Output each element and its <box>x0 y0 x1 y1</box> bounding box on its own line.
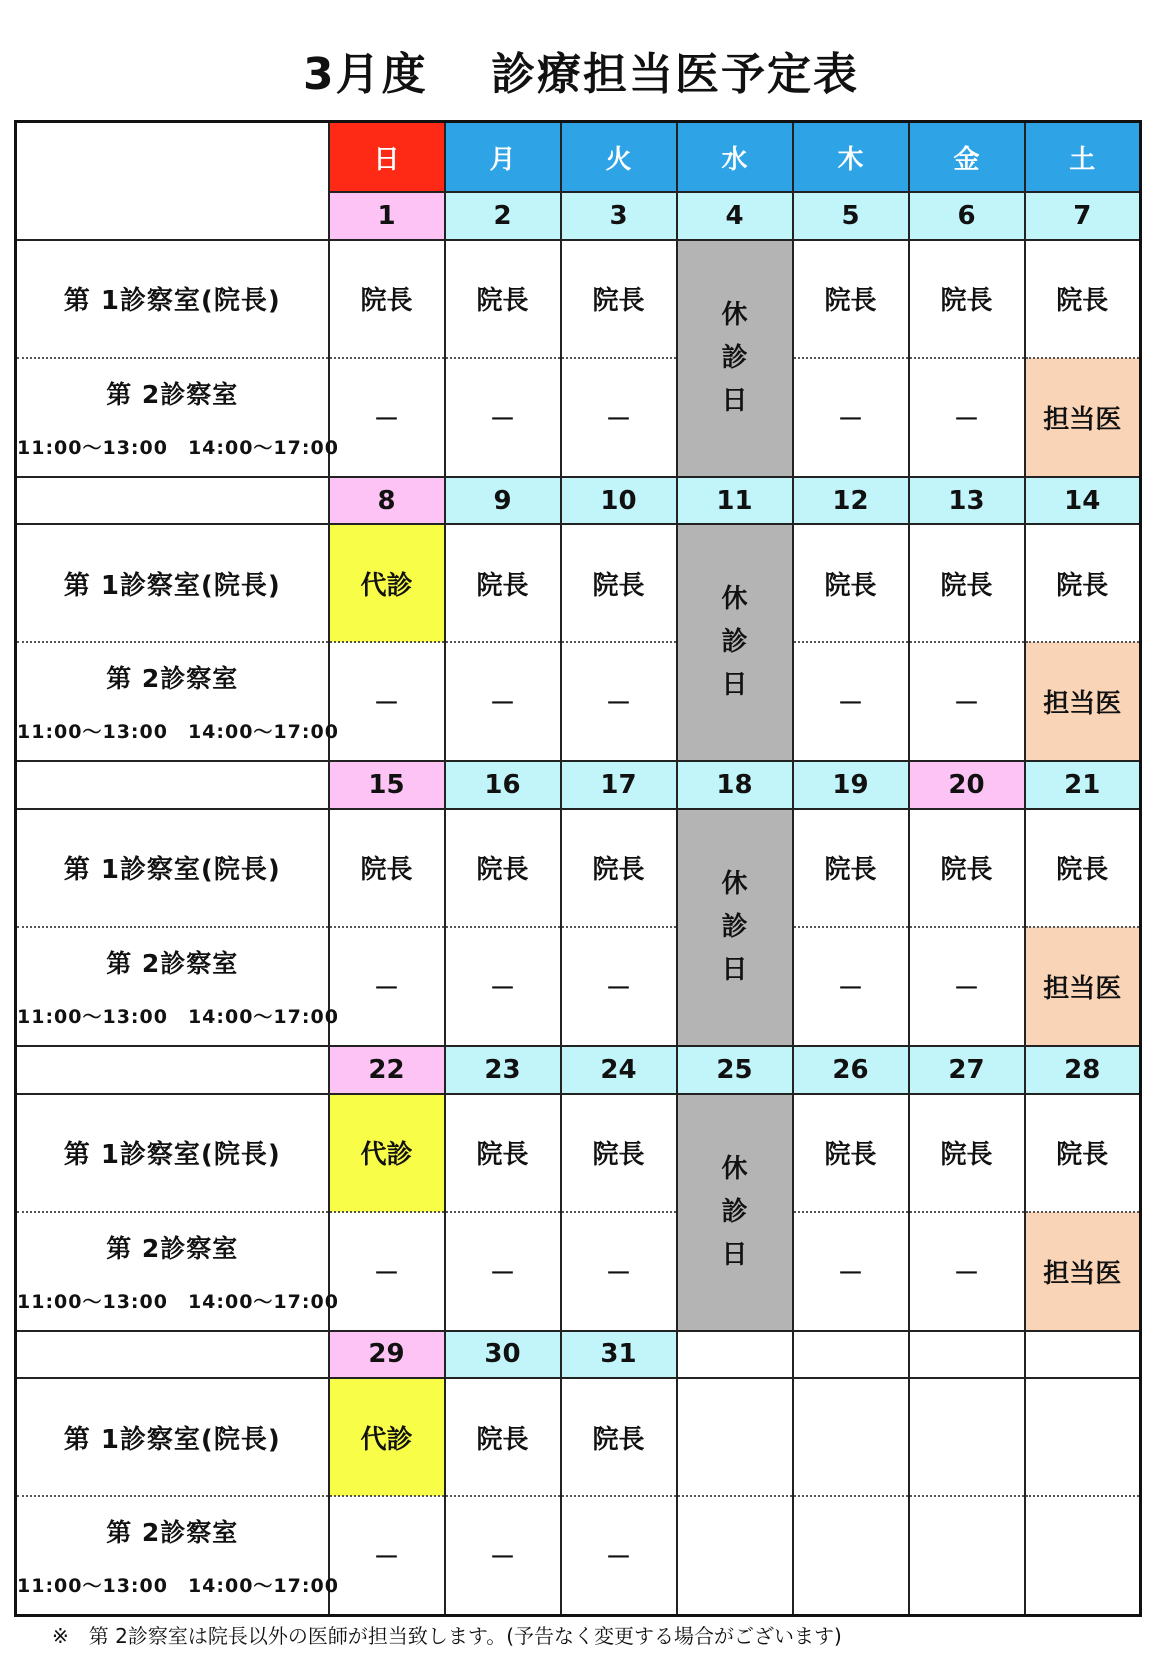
weekday-header-2: 火 <box>561 122 677 193</box>
room2-cell: － <box>793 358 909 477</box>
room1-substitute-cell: 代診 <box>329 1094 445 1212</box>
closed-day-char: 日 <box>721 954 748 985</box>
date-cell: 1 <box>329 192 445 239</box>
room2-row <box>16 642 1141 761</box>
room1-cell: 院長 <box>1025 1094 1141 1212</box>
room2-label <box>16 1212 339 1331</box>
closed-day-char: 休 <box>721 299 748 330</box>
date-cell: 9 <box>445 477 561 524</box>
room2-row <box>16 1496 1141 1615</box>
date-cell: 29 <box>329 1331 445 1378</box>
room1-row <box>16 524 1141 642</box>
date-row <box>16 477 1141 524</box>
room2-attending-cell: 担当医 <box>1025 927 1141 1046</box>
room2-cell: － <box>445 927 561 1046</box>
date-cell <box>677 1331 793 1378</box>
date-cell: 19 <box>793 761 909 808</box>
date-cell: 16 <box>445 761 561 808</box>
room1-cell: 院長 <box>793 524 909 642</box>
closed-day-cell <box>677 524 793 761</box>
date-cell <box>1025 1331 1141 1378</box>
room2-row <box>16 927 1141 1046</box>
room1-cell: 院長 <box>1025 809 1141 927</box>
room1-row <box>16 1378 1141 1496</box>
room2-label-hours: 11:00～13:00 14:00～17:00 <box>17 1006 339 1029</box>
room2-row <box>16 358 1141 477</box>
room1-cell: 院長 <box>561 240 677 358</box>
room2-cell: － <box>909 1212 1025 1331</box>
weekday-header-6: 土 <box>1025 122 1141 193</box>
room2-label-name: 第 2診察室 <box>106 664 239 694</box>
room2-cell <box>1025 1496 1141 1615</box>
room2-cell: － <box>561 1212 677 1331</box>
room1-label-suffix: ) <box>267 286 281 317</box>
room2-cell: － <box>329 358 445 477</box>
room1-label-prefix: 第 1診察室( <box>63 855 214 886</box>
room2-label <box>16 927 339 1046</box>
room2-attending-cell: 担当医 <box>1025 1212 1141 1331</box>
header-corner-cell <box>16 122 329 240</box>
room1-cell: 院長 <box>561 1378 677 1496</box>
room2-cell: － <box>445 358 561 477</box>
room1-label <box>16 524 329 642</box>
room1-row <box>16 1094 1141 1212</box>
room1-cell <box>793 1378 909 1496</box>
date-cell: 25 <box>677 1046 793 1093</box>
date-cell: 8 <box>329 477 445 524</box>
room2-label <box>16 358 339 477</box>
room1-cell: 院長 <box>909 1094 1025 1212</box>
date-cell: 30 <box>445 1331 561 1378</box>
date-cell: 15 <box>329 761 445 808</box>
room1-cell: 院長 <box>909 524 1025 642</box>
room2-cell <box>793 1496 909 1615</box>
date-cell: 12 <box>793 477 909 524</box>
date-cell: 31 <box>561 1331 677 1378</box>
room1-cell <box>677 1378 793 1496</box>
closed-day-cell <box>677 809 793 1046</box>
room1-cell: 院長 <box>329 240 445 358</box>
weekday-header-5: 金 <box>909 122 1025 193</box>
room1-cell: 院長 <box>793 809 909 927</box>
room2-label-name: 第 2診察室 <box>106 1233 239 1263</box>
closed-day-char: 休 <box>721 584 748 615</box>
date-cell: 27 <box>909 1046 1025 1093</box>
weekday-header-1: 月 <box>445 122 561 193</box>
room1-cell: 院長 <box>793 240 909 358</box>
room1-cell: 院長 <box>445 1378 561 1496</box>
weekday-header-4: 木 <box>793 122 909 193</box>
room2-label <box>16 642 339 761</box>
date-cell: 20 <box>909 761 1025 808</box>
date-row-label-cell <box>16 1046 329 1093</box>
room1-cell: 院長 <box>445 809 561 927</box>
closed-day-cell <box>677 1094 793 1331</box>
closed-day-char: 日 <box>721 385 748 416</box>
weekday-header-row <box>16 122 1141 193</box>
room1-label-prefix: 第 1診察室( <box>63 1140 214 1171</box>
date-cell: 3 <box>561 192 677 239</box>
schedule-table <box>14 120 1142 1617</box>
room1-cell: 院長 <box>1025 524 1141 642</box>
date-cell: 14 <box>1025 477 1141 524</box>
weekday-header-0: 日 <box>329 122 445 193</box>
room1-cell: 院長 <box>909 240 1025 358</box>
closed-day-char: 日 <box>721 1239 748 1270</box>
date-cell: 13 <box>909 477 1025 524</box>
room2-cell: － <box>909 927 1025 1046</box>
room2-label-hours: 11:00～13:00 14:00～17:00 <box>17 1575 339 1598</box>
room1-cell: 院長 <box>561 809 677 927</box>
closed-day-char: 診 <box>721 1196 748 1227</box>
date-cell: 17 <box>561 761 677 808</box>
date-row <box>16 761 1141 808</box>
room1-label-suffix: ) <box>267 1140 281 1171</box>
room1-cell: 院長 <box>1025 240 1141 358</box>
room2-label-hours: 11:00～13:00 14:00～17:00 <box>17 1290 339 1313</box>
room2-cell: － <box>329 642 445 761</box>
room1-substitute-cell: 代診 <box>329 1378 445 1496</box>
room2-cell: － <box>793 927 909 1046</box>
page-title: 3月度 診療担当医予定表 <box>303 49 859 100</box>
room1-label-director: 院長 <box>213 1424 268 1455</box>
room1-cell: 院長 <box>793 1094 909 1212</box>
room2-label-hours: 11:00～13:00 14:00～17:00 <box>17 436 339 459</box>
date-cell: 10 <box>561 477 677 524</box>
room2-row <box>16 1212 1141 1331</box>
date-row-label-cell <box>16 761 329 808</box>
room1-cell: 院長 <box>329 809 445 927</box>
closed-day-char: 日 <box>721 670 748 701</box>
room2-cell: － <box>329 1496 445 1615</box>
room2-cell: － <box>793 1212 909 1331</box>
room1-row <box>16 809 1141 927</box>
room2-cell: － <box>793 642 909 761</box>
room1-cell: 院長 <box>561 1094 677 1212</box>
room2-cell: － <box>445 642 561 761</box>
date-cell: 7 <box>1025 192 1141 239</box>
date-cell: 22 <box>329 1046 445 1093</box>
room1-cell <box>1025 1378 1141 1496</box>
room1-label-suffix: ) <box>267 1424 281 1455</box>
room1-label-suffix: ) <box>267 570 281 601</box>
room2-cell <box>677 1496 793 1615</box>
room2-label-name: 第 2診察室 <box>106 379 239 409</box>
date-row-label-cell <box>16 1331 329 1378</box>
room1-label-prefix: 第 1診察室( <box>63 570 214 601</box>
closed-day-char: 休 <box>721 1153 748 1184</box>
date-cell: 23 <box>445 1046 561 1093</box>
room2-cell: － <box>909 358 1025 477</box>
room2-cell: － <box>445 1212 561 1331</box>
date-cell: 21 <box>1025 761 1141 808</box>
room1-label-suffix: ) <box>267 855 281 886</box>
room1-cell: 院長 <box>561 524 677 642</box>
date-cell: 6 <box>909 192 1025 239</box>
room1-label-prefix: 第 1診察室( <box>63 1424 214 1455</box>
date-cell <box>793 1331 909 1378</box>
room1-label-director: 院長 <box>213 1140 268 1171</box>
date-cell: 26 <box>793 1046 909 1093</box>
room2-label-name: 第 2診察室 <box>106 1518 239 1548</box>
room1-cell: 院長 <box>445 240 561 358</box>
room2-cell: － <box>909 642 1025 761</box>
room1-label <box>16 1378 329 1496</box>
room1-cell: 院長 <box>445 524 561 642</box>
weekday-header-3: 水 <box>677 122 793 193</box>
date-cell: 18 <box>677 761 793 808</box>
room1-label-director: 院長 <box>213 855 268 886</box>
room1-label-director: 院長 <box>213 286 268 317</box>
date-cell: 24 <box>561 1046 677 1093</box>
room2-cell: － <box>445 1496 561 1615</box>
date-cell: 28 <box>1025 1046 1141 1093</box>
date-row <box>16 1331 1141 1378</box>
closed-day-char: 診 <box>721 911 748 942</box>
footnote: ※ 第 2診察室は院長以外の医師が担当致します。(予告なく変更する場合がございます) <box>52 1624 842 1648</box>
closed-day-char: 診 <box>721 627 748 658</box>
room2-cell: － <box>329 1212 445 1331</box>
date-row <box>16 1046 1141 1093</box>
room1-cell: 院長 <box>909 809 1025 927</box>
room1-cell <box>909 1378 1025 1496</box>
date-row-label-cell <box>16 477 329 524</box>
room1-cell: 院長 <box>445 1094 561 1212</box>
date-cell: 11 <box>677 477 793 524</box>
room2-cell: － <box>561 642 677 761</box>
room2-label-name: 第 2診察室 <box>106 949 239 979</box>
date-cell: 5 <box>793 192 909 239</box>
room1-label <box>16 1094 329 1212</box>
room1-label-director: 院長 <box>213 570 268 601</box>
closed-day-char: 休 <box>721 868 748 899</box>
date-cell: 4 <box>677 192 793 239</box>
room2-label <box>16 1496 339 1615</box>
room2-attending-cell: 担当医 <box>1025 642 1141 761</box>
date-cell <box>909 1331 1025 1378</box>
room2-attending-cell: 担当医 <box>1025 358 1141 477</box>
room1-label <box>16 809 329 927</box>
room1-label <box>16 240 329 358</box>
room2-cell: － <box>329 927 445 1046</box>
room1-label-prefix: 第 1診察室( <box>63 286 214 317</box>
date-cell: 2 <box>445 192 561 239</box>
closed-day-char: 診 <box>721 342 748 373</box>
room1-substitute-cell: 代診 <box>329 524 445 642</box>
room1-row <box>16 240 1141 358</box>
room2-cell <box>909 1496 1025 1615</box>
room2-cell: － <box>561 927 677 1046</box>
room2-label-hours: 11:00～13:00 14:00～17:00 <box>17 721 339 744</box>
room2-cell: － <box>561 358 677 477</box>
closed-day-cell <box>677 240 793 477</box>
room2-cell: － <box>561 1496 677 1615</box>
